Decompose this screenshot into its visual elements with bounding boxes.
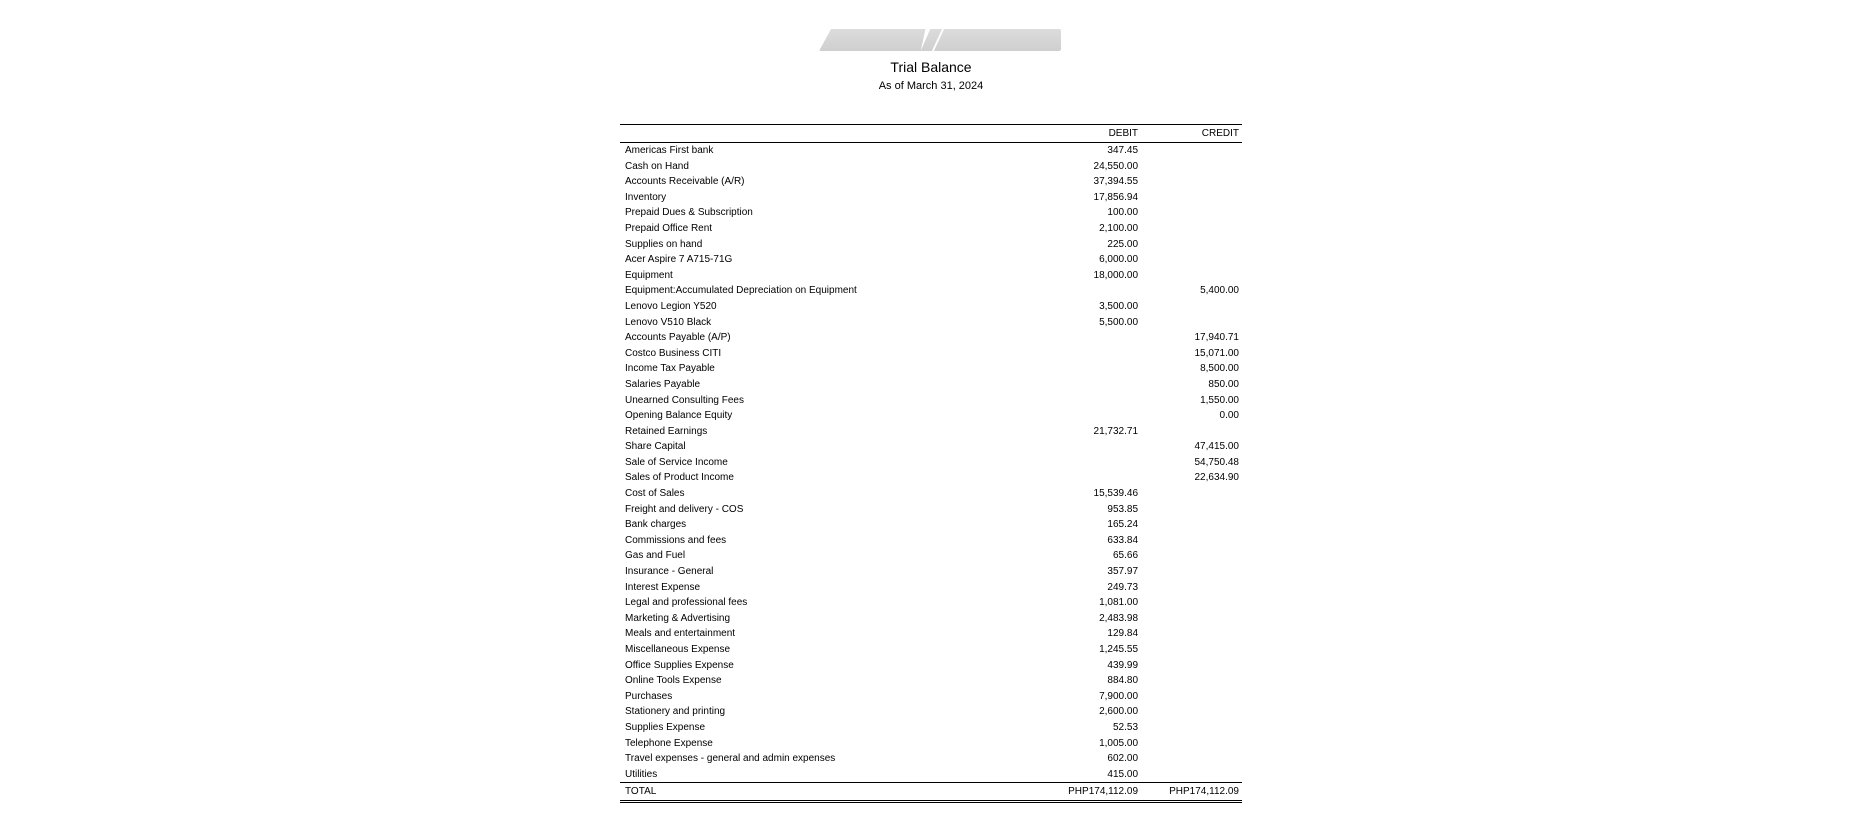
table-header-row bbox=[620, 125, 1242, 143]
credit-amount bbox=[1138, 673, 1242, 689]
credit-amount bbox=[1138, 424, 1242, 440]
credit-amount bbox=[1138, 205, 1242, 221]
credit-amount bbox=[1138, 564, 1242, 580]
table-row bbox=[620, 315, 1242, 331]
table-row bbox=[620, 424, 1242, 440]
debit-amount: 1,005.00 bbox=[1099, 737, 1139, 749]
account-name: Office Supplies Expense bbox=[625, 659, 734, 671]
account-name: Bank charges bbox=[625, 519, 687, 531]
total-row bbox=[620, 783, 1242, 802]
table-row bbox=[620, 237, 1242, 253]
table-row bbox=[620, 221, 1242, 237]
credit-amount bbox=[1138, 767, 1242, 783]
table-row bbox=[620, 580, 1242, 596]
debit-amount: 65.66 bbox=[1112, 550, 1139, 562]
credit-amount bbox=[1138, 548, 1242, 564]
credit-amount bbox=[1138, 595, 1242, 611]
table-row bbox=[620, 377, 1242, 393]
table-row bbox=[620, 361, 1242, 377]
debit-amount: 347.45 bbox=[1107, 145, 1139, 156]
debit-amount bbox=[1039, 439, 1138, 455]
table-row bbox=[620, 190, 1242, 206]
debit-amount: 37,394.55 bbox=[1093, 176, 1139, 188]
debit-amount: 439.99 bbox=[1107, 659, 1139, 671]
debit-column-header: DEBIT bbox=[1039, 125, 1138, 143]
table-row bbox=[620, 689, 1242, 705]
debit-amount bbox=[1039, 470, 1138, 486]
account-name: Cost of Sales bbox=[625, 488, 685, 500]
account-name: Online Tools Expense bbox=[625, 675, 722, 687]
table-row bbox=[620, 205, 1242, 221]
table-row bbox=[620, 564, 1242, 580]
table-row bbox=[620, 533, 1242, 549]
credit-amount bbox=[1138, 159, 1242, 175]
credit-amount bbox=[1138, 689, 1242, 705]
table-row bbox=[620, 517, 1242, 533]
debit-amount: 15,539.46 bbox=[1093, 488, 1139, 500]
credit-amount bbox=[1138, 486, 1242, 502]
credit-amount bbox=[1138, 580, 1242, 596]
debit-amount bbox=[1039, 408, 1138, 424]
credit-amount bbox=[1138, 704, 1242, 720]
table-row bbox=[620, 767, 1242, 783]
account-name: Legal and professional fees bbox=[625, 597, 748, 609]
credit-amount bbox=[1138, 611, 1242, 627]
table-row bbox=[620, 642, 1242, 658]
account-name: Salaries Payable bbox=[625, 378, 701, 390]
account-column-header bbox=[620, 125, 1039, 143]
debit-amount: 100.00 bbox=[1107, 207, 1139, 219]
account-name: Meals and entertainment bbox=[625, 628, 736, 640]
table-row bbox=[620, 393, 1242, 409]
table-row bbox=[620, 626, 1242, 642]
account-name: Lenovo Legion Y520 bbox=[625, 300, 717, 312]
debit-amount: 357.97 bbox=[1107, 566, 1139, 578]
credit-amount bbox=[1138, 533, 1242, 549]
table-row bbox=[620, 346, 1242, 362]
credit-amount: 54,750.48 bbox=[1194, 456, 1239, 468]
credit-amount: 8,500.00 bbox=[1200, 363, 1239, 375]
credit-amount bbox=[1138, 626, 1242, 642]
account-name: Opening Balance Equity bbox=[625, 410, 733, 422]
credit-amount bbox=[1138, 315, 1242, 331]
debit-amount: 633.84 bbox=[1107, 534, 1139, 546]
credit-amount bbox=[1138, 517, 1242, 533]
debit-amount bbox=[1039, 393, 1138, 409]
table-row bbox=[620, 299, 1242, 315]
table-row bbox=[620, 174, 1242, 190]
account-name: Stationery and printing bbox=[625, 706, 726, 718]
report-title: Trial Balance bbox=[890, 59, 972, 75]
total-credit: PHP174,112.09 bbox=[1138, 783, 1242, 802]
account-name: Americas First bank bbox=[625, 145, 714, 156]
credit-amount bbox=[1138, 268, 1242, 284]
credit-amount bbox=[1138, 736, 1242, 752]
account-name: Utilities bbox=[625, 768, 658, 780]
account-name: Cash on Hand bbox=[625, 160, 689, 172]
debit-amount: 953.85 bbox=[1107, 503, 1139, 515]
debit-amount: 602.00 bbox=[1107, 753, 1139, 765]
credit-amount bbox=[1138, 720, 1242, 736]
table-row bbox=[620, 283, 1242, 299]
account-name: Freight and delivery - COS bbox=[625, 503, 744, 515]
credit-amount bbox=[1138, 252, 1242, 268]
table-row bbox=[620, 159, 1242, 175]
account-name: Retained Earnings bbox=[625, 425, 708, 437]
account-name: Purchases bbox=[625, 690, 673, 702]
debit-amount: 18,000.00 bbox=[1093, 269, 1139, 281]
debit-amount: 2,483.98 bbox=[1099, 612, 1139, 624]
trial-balance-table bbox=[620, 124, 1242, 803]
credit-amount: 17,940.71 bbox=[1194, 332, 1239, 344]
credit-amount: 47,415.00 bbox=[1194, 441, 1239, 453]
debit-amount: 165.24 bbox=[1107, 519, 1139, 531]
credit-amount bbox=[1138, 502, 1242, 518]
account-name: Lenovo V510 Black bbox=[625, 316, 712, 328]
credit-amount bbox=[1138, 642, 1242, 658]
credit-amount bbox=[1138, 299, 1242, 315]
account-name: Income Tax Payable bbox=[625, 363, 715, 375]
table-body bbox=[620, 143, 1242, 783]
debit-amount: 6,000.00 bbox=[1099, 254, 1139, 266]
debit-amount bbox=[1039, 455, 1138, 471]
debit-amount: 129.84 bbox=[1107, 628, 1139, 640]
table-row bbox=[620, 673, 1242, 689]
account-name: Unearned Consulting Fees bbox=[625, 394, 744, 406]
report-date: As of March 31, 2024 bbox=[878, 80, 984, 92]
table-row bbox=[620, 548, 1242, 564]
debit-amount bbox=[1039, 377, 1138, 393]
account-name: Gas and Fuel bbox=[625, 550, 686, 562]
credit-amount bbox=[1138, 751, 1242, 767]
table-row bbox=[620, 751, 1242, 767]
credit-amount bbox=[1138, 190, 1242, 206]
debit-amount bbox=[1039, 330, 1138, 346]
debit-amount: 415.00 bbox=[1107, 768, 1139, 780]
account-name: Insurance - General bbox=[625, 566, 714, 578]
account-name: Telephone Expense bbox=[625, 737, 713, 749]
account-name: Acer Aspire 7 A715-71G bbox=[625, 254, 733, 266]
debit-amount: 7,900.00 bbox=[1099, 690, 1139, 702]
debit-amount: 249.73 bbox=[1107, 581, 1139, 593]
table-row bbox=[620, 720, 1242, 736]
account-name: Marketing & Advertising bbox=[625, 612, 731, 624]
debit-amount: 17,856.94 bbox=[1093, 191, 1139, 203]
account-name: Supplies Expense bbox=[625, 721, 706, 733]
account-name: Inventory bbox=[625, 191, 667, 203]
table-row bbox=[620, 611, 1242, 627]
debit-amount: 1,081.00 bbox=[1099, 597, 1139, 609]
credit-column-header: CREDIT bbox=[1138, 125, 1242, 143]
company-name-redacted bbox=[819, 29, 1061, 51]
debit-amount: 2,600.00 bbox=[1099, 706, 1139, 718]
debit-amount bbox=[1039, 283, 1138, 299]
credit-amount: 850.00 bbox=[1208, 378, 1239, 390]
table-row bbox=[620, 408, 1242, 424]
debit-amount: 884.80 bbox=[1107, 675, 1139, 687]
debit-amount: 1,245.55 bbox=[1099, 644, 1139, 655]
debit-amount: 225.00 bbox=[1107, 238, 1139, 250]
account-name: Supplies on hand bbox=[625, 238, 703, 250]
debit-amount: 5,500.00 bbox=[1099, 316, 1139, 328]
table-row bbox=[620, 268, 1242, 284]
table-row bbox=[620, 330, 1242, 346]
debit-amount bbox=[1039, 361, 1138, 377]
debit-amount: 24,550.00 bbox=[1093, 160, 1139, 172]
credit-amount bbox=[1138, 221, 1242, 237]
table-row bbox=[620, 595, 1242, 611]
account-name: Commissions and fees bbox=[625, 534, 727, 546]
total-debit: PHP174,112.09 bbox=[1039, 783, 1138, 802]
credit-amount: 5,400.00 bbox=[1200, 285, 1239, 297]
credit-amount bbox=[1138, 658, 1242, 674]
credit-amount bbox=[1138, 237, 1242, 253]
account-name: Prepaid Office Rent bbox=[625, 222, 713, 234]
account-name: Interest Expense bbox=[625, 581, 701, 593]
account-name: Travel expenses - general and admin expenses bbox=[625, 753, 836, 765]
account-name: Costco Business CITI bbox=[625, 347, 722, 359]
table-row bbox=[620, 252, 1242, 268]
account-name: Share Capital bbox=[625, 441, 686, 453]
total-label: TOTAL bbox=[620, 783, 1039, 802]
table-row bbox=[620, 502, 1242, 518]
table-row bbox=[620, 704, 1242, 720]
account-name: Accounts Payable (A/P) bbox=[625, 332, 731, 344]
debit-amount: 52.53 bbox=[1112, 721, 1139, 733]
credit-amount bbox=[1138, 174, 1242, 190]
table-row bbox=[620, 658, 1242, 674]
account-name: Prepaid Dues & Subscription bbox=[625, 207, 753, 219]
debit-amount: 2,100.00 bbox=[1099, 222, 1139, 234]
account-name: Equipment:Accumulated Depreciation on Equipment bbox=[625, 285, 857, 297]
debit-amount bbox=[1039, 346, 1138, 362]
credit-amount: 15,071.00 bbox=[1194, 347, 1239, 359]
table-row bbox=[620, 736, 1242, 752]
credit-amount: 1,550.00 bbox=[1200, 394, 1239, 406]
table-row bbox=[620, 439, 1242, 455]
credit-amount: 0.00 bbox=[1219, 410, 1239, 422]
credit-amount: 22,634.90 bbox=[1194, 472, 1239, 484]
table-row bbox=[620, 143, 1242, 159]
account-name: Sale of Service Income bbox=[625, 456, 728, 468]
account-name: Equipment bbox=[625, 269, 673, 281]
table-row bbox=[620, 455, 1242, 471]
account-name: Sales of Product Income bbox=[625, 472, 734, 484]
table-row bbox=[620, 470, 1242, 486]
debit-amount: 21,732.71 bbox=[1093, 425, 1139, 437]
debit-amount: 3,500.00 bbox=[1099, 300, 1139, 312]
credit-amount bbox=[1138, 143, 1242, 159]
account-name: Accounts Receivable (A/R) bbox=[625, 176, 745, 188]
account-name: Miscellaneous Expense bbox=[625, 644, 731, 655]
table-row bbox=[620, 486, 1242, 502]
